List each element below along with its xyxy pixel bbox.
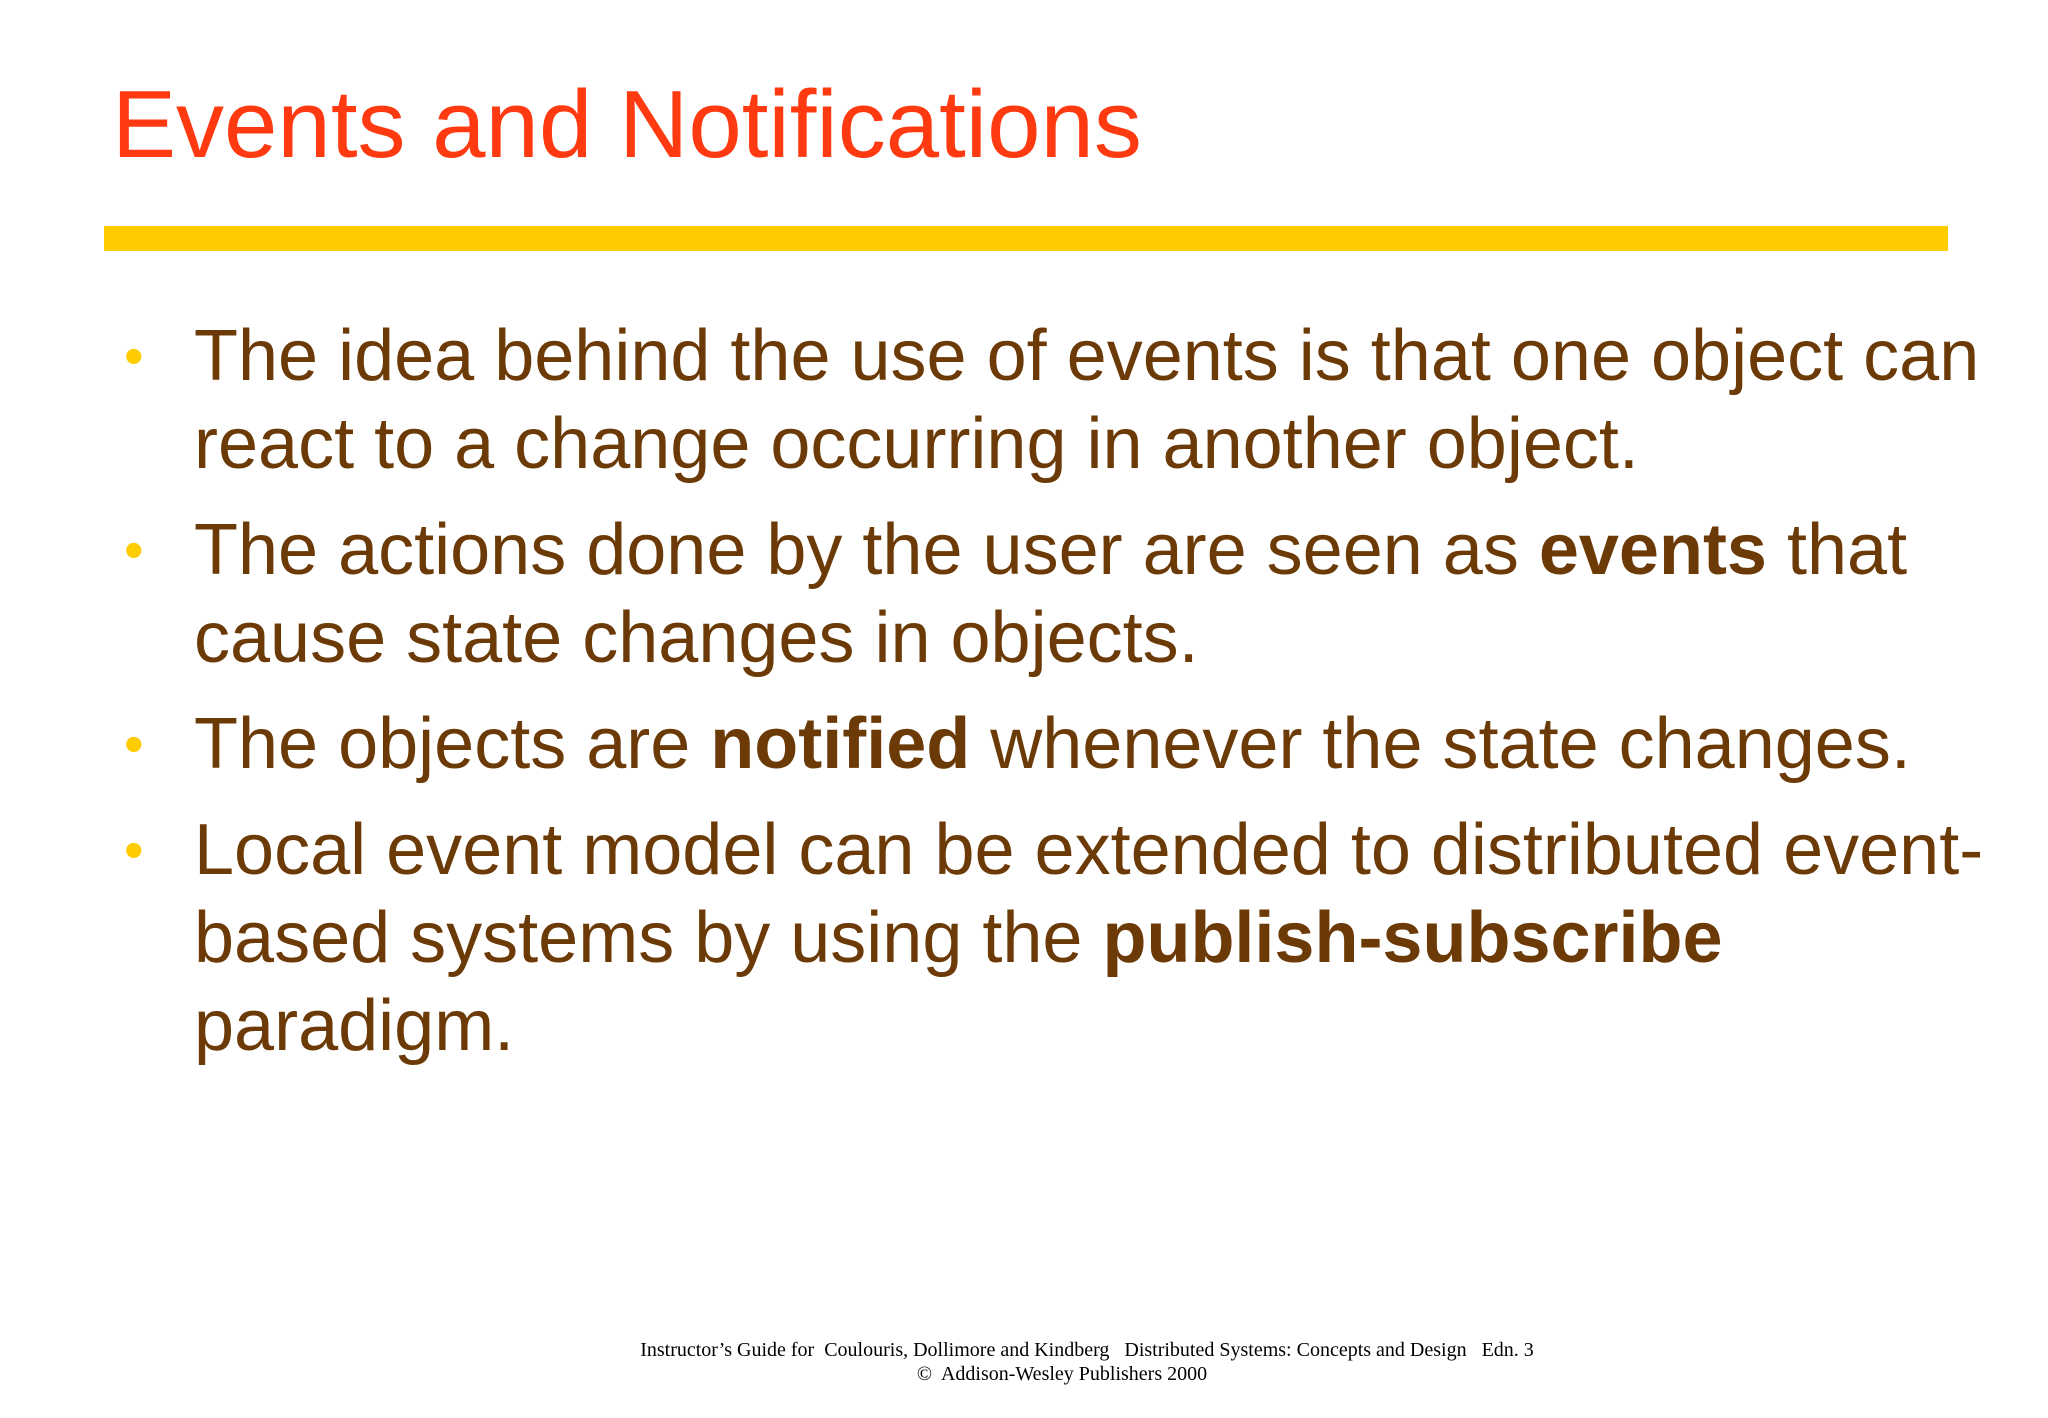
bullet-segment: that cause state changes in objects. [194,510,1908,678]
bullet-segment: paradigm. [194,986,515,1066]
bullet-dot-icon: • [124,324,144,387]
bullet-item [0,700,2048,788]
bullet-segment: The objects are [194,704,711,784]
bullet-list [0,312,2048,1088]
bullet-keyword-events: events [1538,510,1767,590]
bullet-text [194,704,1911,784]
bullet-dot-icon: • [124,818,144,881]
bullet-item [0,312,2048,488]
bullet-dot-icon: • [124,518,144,581]
bullet-item [0,806,2048,1070]
slide-footer [0,1338,2048,1386]
bullet-keyword-notified: notified [710,704,971,784]
bullet-segment: The actions done by the user are seen as [194,510,1539,590]
bullet-text [194,316,1979,484]
bullet-segment: Local event model can be extended to distributed event-based systems by using the [194,810,1984,978]
bullet-item [0,506,2048,682]
title-divider [104,226,1948,251]
footer-citation: Instructor’s Guide for Coulouris, Dollimore and Kindberg Distributed Systems: Concepts and Design Edn. 3 [640,1339,1534,1361]
slide-title: Events and Notifications [112,71,1142,178]
bullet-keyword-publish-subscribe: publish-subscribe [1102,898,1723,978]
bullet-segment: whenever the state changes. [970,704,1911,784]
bullet-segment: The idea behind the use of events is that one object can react to a change occurring in another object. [194,316,1980,484]
bullet-text [194,510,1907,678]
footer-copyright: © Addison-Wesley Publishers 2000 [916,1363,1208,1385]
bullet-text [194,810,1983,1066]
bullet-dot-icon: • [124,712,144,775]
